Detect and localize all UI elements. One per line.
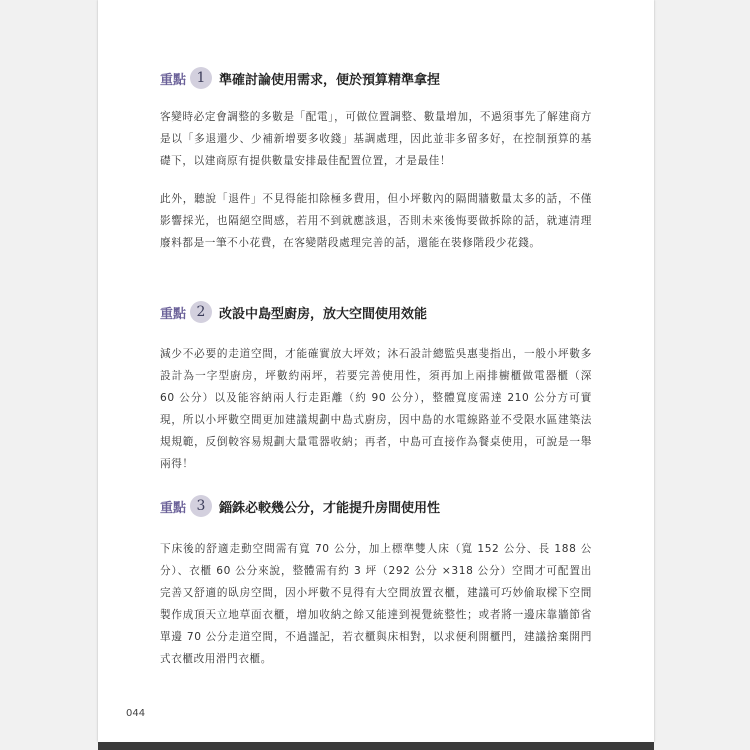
section-title: 錙銖必較幾公分，才能提升房間使用性: [219, 500, 441, 516]
section-title: 改設中島型廚房，放大空間使用效能: [219, 306, 428, 322]
section-heading-2: [160, 300, 427, 324]
section-number-badge: 3: [190, 495, 212, 517]
section-title: 準確討論使用需求，便於預算精準拿捏: [219, 72, 441, 88]
section-heading-3: [160, 494, 440, 518]
section-2-paragraph-1: 減少不必要的走道空間，才能確實放大坪效；沐石設計總監吳惠斐指出，一般小坪數多設計為一字型廚房，坪數約兩坪，若要完善使用性，須再加上兩排櫥櫃做電器櫃（深 60 公分）以及能容納兩人行走距離（約 90 公分），整體寬度需達 210 公分方可實現，所以小坪數空間更加建議規劃中島式廚房，因中島的水電線路並不受限水區建築法規規範，反倒較容易規劃大量電器收納；再者，中島可直接作為餐桌使用，可說是一舉兩得！: [160, 348, 592, 470]
section-number-badge: 2: [190, 301, 212, 323]
section-heading-1: [160, 66, 440, 90]
section-3-paragraph-1: 下床後的舒適走動空間需有寬 70 公分，加上標準雙人床（寬 152 公分、長 188 公分）、衣櫃 60 公分來說，整體需有約 3 坪（292 公分 ×318 公分）空間才可配置出完善又舒適的臥房空間，因小坪數不見得有大空間放置衣櫃，建議可巧妙偷取樑下空間製作成頂天立地草面衣櫃，增加收納之餘又能達到視覺統整性；或者將一邊床靠牆節省單邊 70 公分走道空間，不過謹記，若衣櫃與床相對，以求便利開櫃門，建議捨棄開門式衣櫃改用滑門衣櫃。: [160, 543, 592, 665]
section-1-paragraph-1: 客變時必定會調整的多數是「配電」，可做位置調整、數量增加，不過須事先了解建商方是以「多退還少、少補新增要多收錢」基調處理，因此並非多留多好，在控制預算的基礎下，以建商原有提供數量安排最佳配置位置，才是最佳！: [160, 111, 592, 167]
section-label: 重點: [160, 500, 187, 516]
section-label: 重點: [160, 72, 187, 88]
section-1-paragraph-2: 此外，聽說「退件」不見得能扣除極多費用，但小坪數內的隔間牆數量太多的話，不僅影響採光，也隔絕空間感，若用不到就應該退，否則未來後悔要做拆除的話，就連清理廢料都是一筆不小花費，在客變階段處理完善的話，還能在裝修階段少花錢。: [160, 193, 592, 249]
section-label: 重點: [160, 306, 187, 322]
page-number: 044: [126, 708, 146, 719]
page-bottom-edge: [98, 742, 654, 750]
section-number-badge: 1: [190, 67, 212, 89]
